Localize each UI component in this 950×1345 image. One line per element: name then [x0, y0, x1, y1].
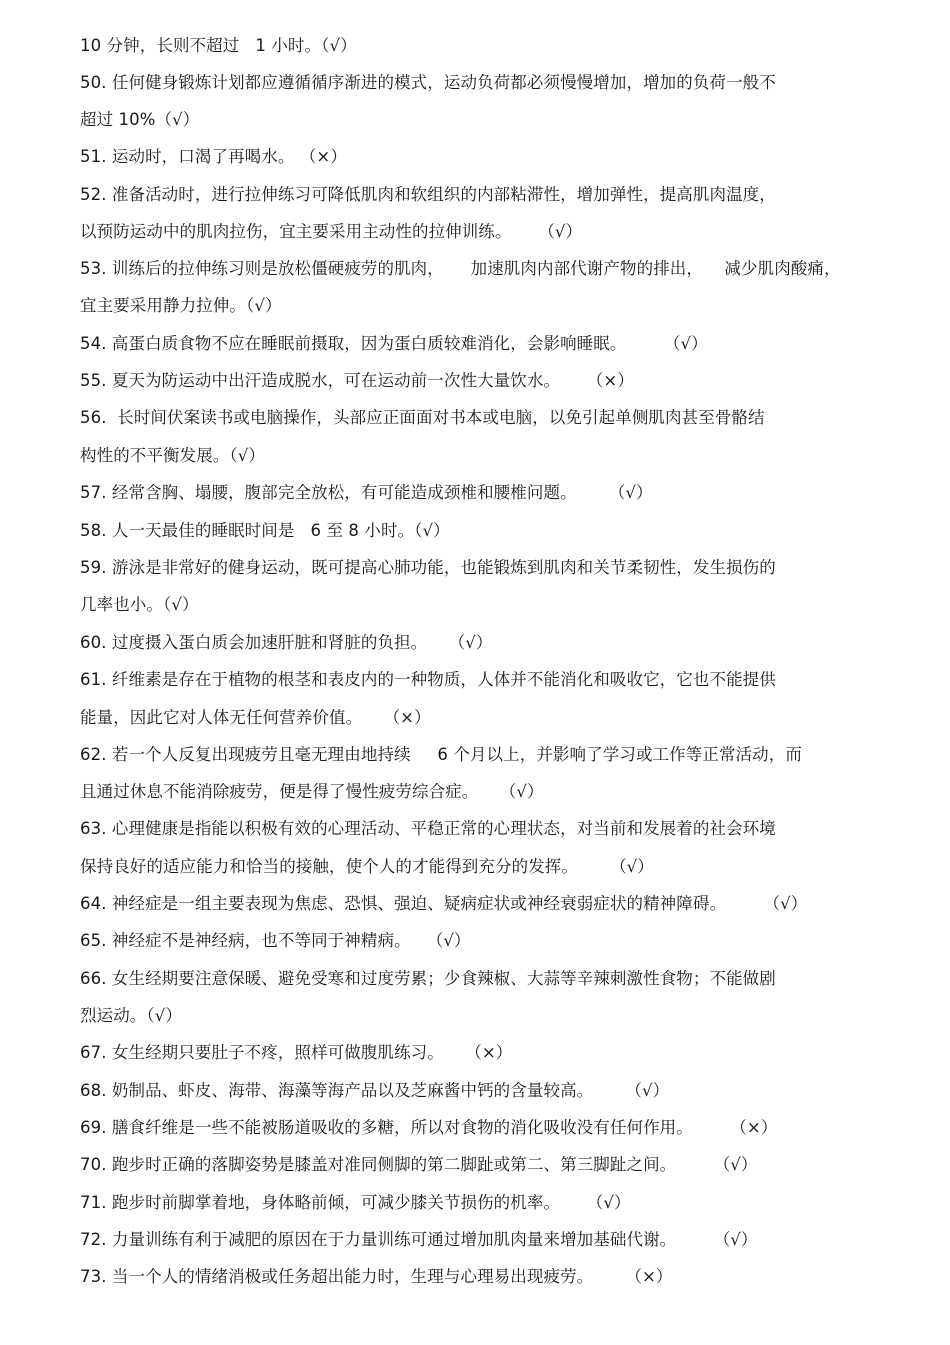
text-line-16: 几率也小。（√）: [80, 595, 199, 614]
text-line-24: 64. 神经症是一组主要表现为焦虑、恐惧、强迫、疑病症状或神经衰弱症状的精神障碍。 （√）: [80, 894, 808, 913]
text-line-21: 且通过休息不能消除疲劳，便是得了慢性疲劳综合症。 （√）: [80, 782, 544, 801]
text-line-23: 保持良好的适应能力和恰当的接触，使个人的才能得到充分的发挥。 （√）: [80, 857, 654, 876]
text-line-26: 66. 女生经期要注意保暖、避免受寒和过度劳累；少食辣椒、大蒜等辛辣刺激性食物；不能做剧: [80, 969, 776, 988]
text-line-10: 55. 夏天为防运动中出汗造成脱水，可在运动前一次性大量饮水。 （×）: [80, 371, 634, 390]
text-line-13: 57. 经常含胸、塌腰，腹部完全放松，有可能造成颈椎和腰椎问题。 （√）: [80, 483, 653, 502]
text-line-19: 能量，因此它对人体无任何营养价值。 （×）: [80, 708, 431, 727]
text-line-28: 67. 女生经期只要肚子不疼，照样可做腹肌练习。 （×）: [80, 1043, 513, 1062]
text-line-22: 63. 心理健康是指能以积极有效的心理活动、平稳正常的心理状态，对当前和发展着的社会环境: [80, 819, 776, 838]
text-line-9: 54. 高蛋白质食物不应在睡眠前摄取，因为蛋白质较难消化，会影响睡眠。 （√）: [80, 334, 708, 353]
text-line-12: 构性的不平衡发展。（√）: [80, 446, 265, 465]
text-line-20: 62. 若一个人反复出现疲劳且毫无理由地持续 6 个月以上，并影响了学习或工作等正常活动，而: [80, 745, 802, 764]
text-line-11: 56. 长时间伏案读书或电脑操作，头部应正面面对书本或电脑，以免引起单侧肌肉甚至骨骼结: [80, 408, 765, 427]
text-line-2: 50. 任何健身锻炼计划都应遵循循序渐进的模式，运动负荷都必须慢慢增加，增加的负荷一般不: [80, 73, 776, 92]
text-line-30: 69. 膳食纤维是一些不能被肠道吸收的多糖，所以对食物的消化吸收没有任何作用。 （×）: [80, 1118, 778, 1137]
text-line-32: 71. 跑步时前脚掌着地，身体略前倾，可减少膝关节损伤的机率。 （√）: [80, 1193, 631, 1212]
text-line-15: 59. 游泳是非常好的健身运动，既可提高心肺功能，也能锻炼到肌肉和关节柔韧性，发生损伤的: [80, 558, 776, 577]
text-line-6: 以预防运动中的肌肉拉伤，宜主要采用主动性的拉伸训练。 （√）: [80, 222, 583, 241]
text-line-17: 60. 过度摄入蛋白质会加速肝脏和肾脏的负担。 （√）: [80, 633, 493, 652]
text-line-31: 70. 跑步时正确的落脚姿势是膝盖对准同侧脚的第二脚趾或第二、第三脚趾之间。 （√）: [80, 1155, 758, 1174]
text-line-8: 宜主要采用静力拉伸。（√）: [80, 296, 282, 315]
text-line-29: 68. 奶制品、虾皮、海带、海藻等海产品以及芝麻酱中钙的含量较高。 （√）: [80, 1081, 670, 1100]
text-line-33: 72. 力量训练有利于减肥的原因在于力量训练可通过增加肌肉量来增加基础代谢。 （√）: [80, 1230, 758, 1249]
text-line-7: 53. 训练后的拉伸练习则是放松僵硬疲劳的肌肉， 加速肌肉内部代谢产物的排出， 减少肌肉酸痛，: [80, 259, 841, 278]
text-line-5: 52. 准备活动时，进行拉伸练习可降低肌肉和软组织的内部粘滞性，增加弹性，提高肌肉温度，: [80, 185, 776, 204]
text-line-25: 65. 神经症不是神经病，也不等同于神精病。 （√）: [80, 931, 471, 950]
text-line-18: 61. 纤维素是存在于植物的根茎和表皮内的一种物质，人体并不能消化和吸收它，它也不能提供: [80, 670, 776, 689]
text-line-3: 超过 10%（√）: [80, 110, 200, 129]
text-line-1: 10 分钟，长则不超过 1 小时。（√）: [80, 36, 357, 55]
text-line-27: 烈运动。（√）: [80, 1006, 182, 1025]
text-line-4: 51. 运动时，口渴了再喝水。 （×）: [80, 147, 347, 166]
text-line-34: 73. 当一个人的情绪消极或任务超出能力时，生理与心理易出现疲劳。 （×）: [80, 1267, 673, 1286]
text-line-14: 58. 人一天最佳的睡眠时间是 6 至 8 小时。（√）: [80, 521, 450, 540]
